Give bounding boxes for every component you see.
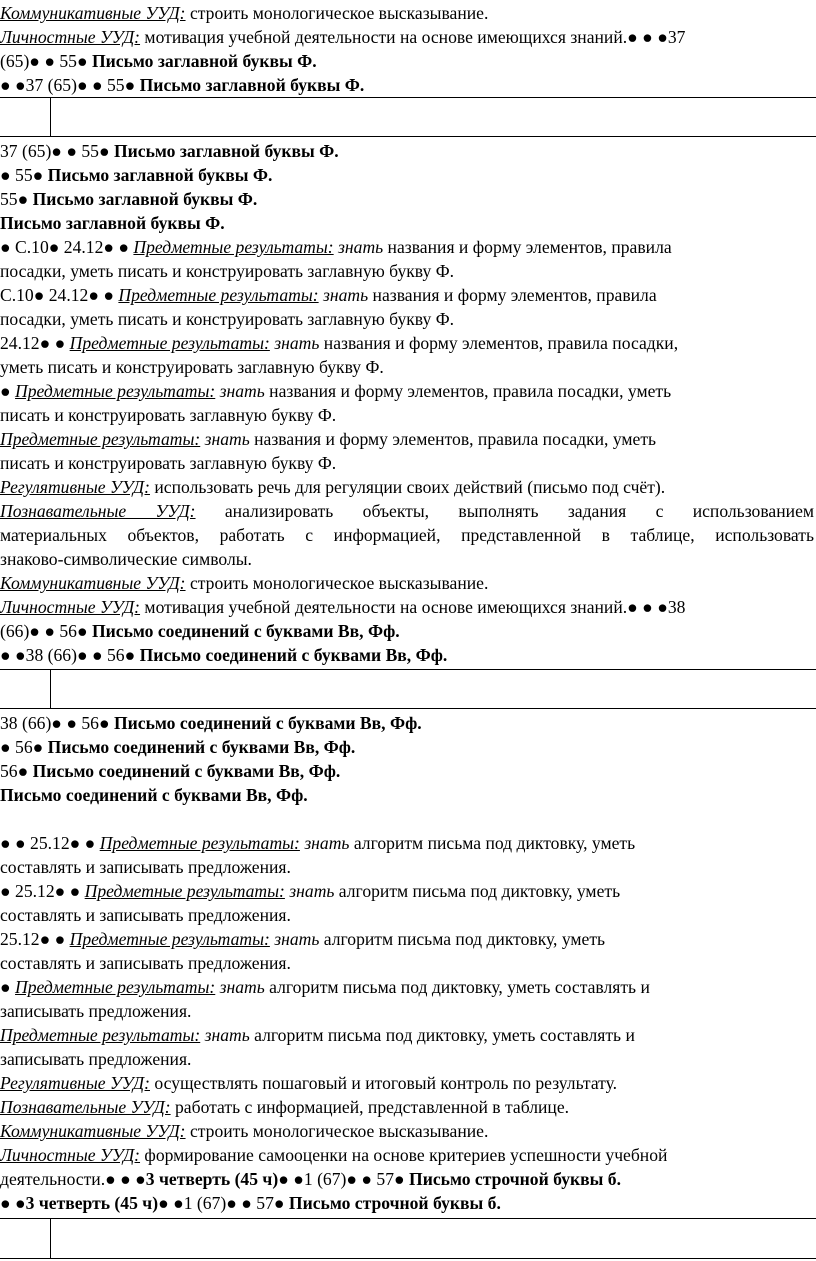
uud-label: Личностные УУД:	[0, 1145, 141, 1165]
text-line: знаково-символические символы.	[0, 549, 252, 569]
keyword: знать	[269, 333, 320, 353]
uud-cognitive	[0, 1096, 569, 1119]
uud-regulatory	[0, 476, 665, 499]
text-line: уметь писать и конструировать заглавную букву Ф.	[0, 357, 384, 377]
uud-label: Предметные результаты:	[0, 1025, 201, 1045]
lesson-numbers: 24.12● ●	[0, 333, 70, 353]
keyword: знать	[284, 881, 335, 901]
uud-text: алгоритм письма под диктовку, уметь	[319, 929, 606, 949]
keyword: знать	[299, 833, 350, 853]
lesson-title: Письмо соединений с буквами Вв, Фф.	[91, 621, 400, 641]
lesson-numbers: С.10● 24.12● ●	[0, 285, 119, 305]
subject-results	[0, 428, 656, 451]
lesson-numbers: ● 25.12● ●	[0, 881, 85, 901]
uud-label: Личностные УУД:	[0, 27, 141, 47]
lesson-numbers: 25.12● ●	[0, 929, 70, 949]
subject-results	[0, 928, 605, 951]
bullet: ●	[0, 977, 16, 997]
table-column-divider	[50, 97, 51, 136]
lesson-title: Письмо заглавной буквы Ф.	[47, 165, 273, 185]
uud-label: Регулятивные УУД:	[0, 477, 150, 497]
lesson-line	[0, 712, 422, 735]
lesson-title: Письмо заглавной буквы Ф.	[113, 141, 339, 161]
lesson-line	[0, 188, 257, 211]
uud-text: деятельности.● ● ●	[0, 1169, 146, 1189]
uud-text: названия и форму элементов, правила	[383, 237, 672, 257]
table-rule	[0, 708, 816, 709]
keyword: знать	[215, 977, 265, 997]
lesson-numbers: 55●	[0, 189, 33, 209]
uud-cognitive	[0, 500, 814, 523]
uud-text: использовать речь для регуляции своих действий (письмо под счёт).	[149, 477, 666, 497]
lesson-numbers: 56●	[0, 761, 33, 781]
lesson-line	[0, 1168, 621, 1191]
uud-label: Познавательные УУД:	[0, 501, 196, 521]
subject-results	[0, 284, 657, 307]
lesson-numbers: ● ●38 (66)● ● 56●	[0, 645, 140, 665]
uud-personal	[0, 596, 685, 619]
table-rule	[0, 136, 816, 137]
uud-text: осуществлять пошаговый и итоговый контроль по результату.	[149, 1073, 618, 1093]
lesson-title: Письмо соединений с буквами Вв, Фф.	[32, 761, 341, 781]
subject-results	[0, 332, 678, 355]
text-line: писать и конструировать заглавную букву Ф.	[0, 405, 337, 425]
uud-label: Коммуникативные УУД:	[0, 573, 186, 593]
lesson-numbers: ● ●37 (65)● ● 55●	[0, 75, 140, 95]
uud-text: работать с информацией, представленной в таблице.	[170, 1097, 570, 1117]
subject-results	[0, 236, 672, 259]
lesson-numbers: (65)● ● 55●	[0, 51, 92, 71]
keyword: знать	[200, 1025, 250, 1045]
uud-text: алгоритм письма под диктовку, уметь	[349, 833, 636, 853]
lesson-line	[0, 784, 308, 807]
subject-results	[0, 880, 620, 903]
uud-label: Предметные результаты:	[118, 285, 319, 305]
table-column-divider	[50, 1218, 51, 1258]
uud-label: Коммуникативные УУД:	[0, 1121, 186, 1141]
lesson-title: Письмо строчной буквы б.	[288, 1193, 501, 1213]
uud-text: мотивация учебной деятельности на основе имеющихся знаний.● ● ●38	[140, 597, 686, 617]
uud-regulatory	[0, 1072, 617, 1095]
text-line: посадки, уметь писать и конструировать заглавную букву Ф.	[0, 309, 454, 329]
lesson-title: Письмо заглавной буквы Ф.	[139, 75, 365, 95]
text-line: материальных объектов, работать с информацией, представленной в таблице, использовать	[0, 525, 814, 545]
uud-text: названия и форму элементов, правила посадки,	[319, 333, 679, 353]
uud-text: анализировать объекты, выполнять задания с использованием	[195, 501, 815, 521]
lesson-line	[0, 760, 340, 783]
lesson-numbers: 37 (65)● ● 55●	[0, 141, 114, 161]
lesson-line	[0, 212, 225, 235]
lesson-numbers: ● С.10● 24.12● ●	[0, 237, 134, 257]
table-rule	[0, 669, 816, 670]
lesson-numbers: (66)● ● 56●	[0, 621, 92, 641]
uud-label: Коммуникативные УУД:	[0, 3, 186, 23]
uud-communicative	[0, 572, 488, 595]
uud-label: Познавательные УУД:	[0, 1097, 171, 1117]
uud-text: названия и форму элементов, правила	[368, 285, 657, 305]
uud-personal	[0, 1144, 667, 1167]
text-line: составлять и записывать предложения.	[0, 857, 291, 877]
uud-label: Предметные результаты:	[84, 881, 285, 901]
lesson-numbers: ● ● 25.12● ●	[0, 833, 100, 853]
subject-results	[0, 1024, 635, 1047]
keyword: знать	[200, 429, 250, 449]
uud-text: алгоритм письма под диктовку, уметь составлять и	[249, 1025, 635, 1045]
uud-label: Предметные результаты:	[69, 333, 270, 353]
text-line: составлять и записывать предложения.	[0, 905, 291, 925]
subject-results	[0, 380, 671, 403]
lesson-line	[0, 620, 400, 643]
lesson-line	[0, 644, 447, 667]
keyword: знать	[269, 929, 320, 949]
subject-results	[0, 976, 650, 999]
lesson-title: Письмо заглавной буквы Ф.	[32, 189, 258, 209]
lesson-numbers: ● 56●	[0, 737, 48, 757]
subject-results	[0, 832, 635, 855]
table-rule	[0, 1218, 816, 1219]
lesson-line	[0, 1192, 501, 1215]
text-line: составлять и записывать предложения.	[0, 953, 291, 973]
table-column-divider	[50, 669, 51, 708]
lesson-line	[0, 164, 272, 187]
uud-text: мотивация учебной деятельности на основе имеющихся знаний.● ● ●37	[140, 27, 686, 47]
uud-personal	[0, 26, 685, 49]
lesson-title: Письмо соединений с буквами Вв, Фф.	[0, 785, 308, 805]
lesson-line	[0, 74, 364, 97]
lesson-numbers: ● 55●	[0, 165, 48, 185]
lesson-numbers: ● ●1 (67)● ● 57●	[278, 1169, 410, 1189]
lesson-title: Письмо строчной буквы б.	[409, 1169, 622, 1189]
keyword: знать	[333, 237, 384, 257]
lesson-line	[0, 140, 339, 163]
uud-communicative	[0, 1120, 488, 1143]
text-line: записывать предложения.	[0, 1001, 192, 1021]
uud-label: Личностные УУД:	[0, 597, 141, 617]
bullet: ●	[0, 381, 16, 401]
lesson-title: Письмо заглавной буквы Ф.	[0, 213, 225, 233]
uud-text: алгоритм письма под диктовку, уметь	[334, 881, 621, 901]
uud-label: Предметные результаты:	[69, 929, 270, 949]
uud-communicative	[0, 2, 488, 25]
lesson-line	[0, 736, 355, 759]
uud-text: строить монологическое высказывание.	[185, 1121, 489, 1141]
text-line: посадки, уметь писать и конструировать заглавную букву Ф.	[0, 261, 454, 281]
table-rule	[0, 97, 816, 98]
uud-text: формирование самооценки на основе критериев успешности учебной	[140, 1145, 668, 1165]
uud-label: Предметные результаты:	[99, 833, 300, 853]
lesson-title: Письмо соединений с буквами Вв, Фф.	[139, 645, 448, 665]
uud-text: алгоритм письма под диктовку, уметь составлять и	[264, 977, 650, 997]
lesson-title: Письмо заглавной буквы Ф.	[91, 51, 317, 71]
lesson-title: Письмо соединений с буквами Вв, Фф.	[47, 737, 356, 757]
lesson-numbers: ● ●1 (67)● ● 57●	[158, 1193, 289, 1213]
quarter-title: 3 четверть (45 ч)	[25, 1193, 159, 1213]
uud-text: строить монологическое высказывание.	[185, 3, 489, 23]
uud-text: названия и форму элементов, правила посадки, уметь	[249, 429, 657, 449]
uud-label: Предметные результаты:	[15, 381, 216, 401]
text-line: писать и конструировать заглавную букву Ф.	[0, 453, 337, 473]
uud-label: Предметные результаты:	[0, 429, 201, 449]
uud-label: Предметные результаты:	[15, 977, 216, 997]
lesson-numbers: 38 (66)● ● 56●	[0, 713, 114, 733]
uud-text: строить монологическое высказывание.	[185, 573, 489, 593]
quarter-title: 3 четверть (45 ч)	[145, 1169, 279, 1189]
lesson-line	[0, 50, 317, 73]
lesson-numbers: ● ●	[0, 1193, 26, 1213]
uud-label: Предметные результаты:	[133, 237, 334, 257]
text-line: записывать предложения.	[0, 1049, 192, 1069]
uud-label: Регулятивные УУД:	[0, 1073, 150, 1093]
keyword: знать	[318, 285, 369, 305]
lesson-title: Письмо соединений с буквами Вв, Фф.	[113, 713, 422, 733]
uud-text: названия и форму элементов, правила посадки, уметь	[264, 381, 672, 401]
table-rule	[0, 1258, 816, 1259]
keyword: знать	[215, 381, 265, 401]
